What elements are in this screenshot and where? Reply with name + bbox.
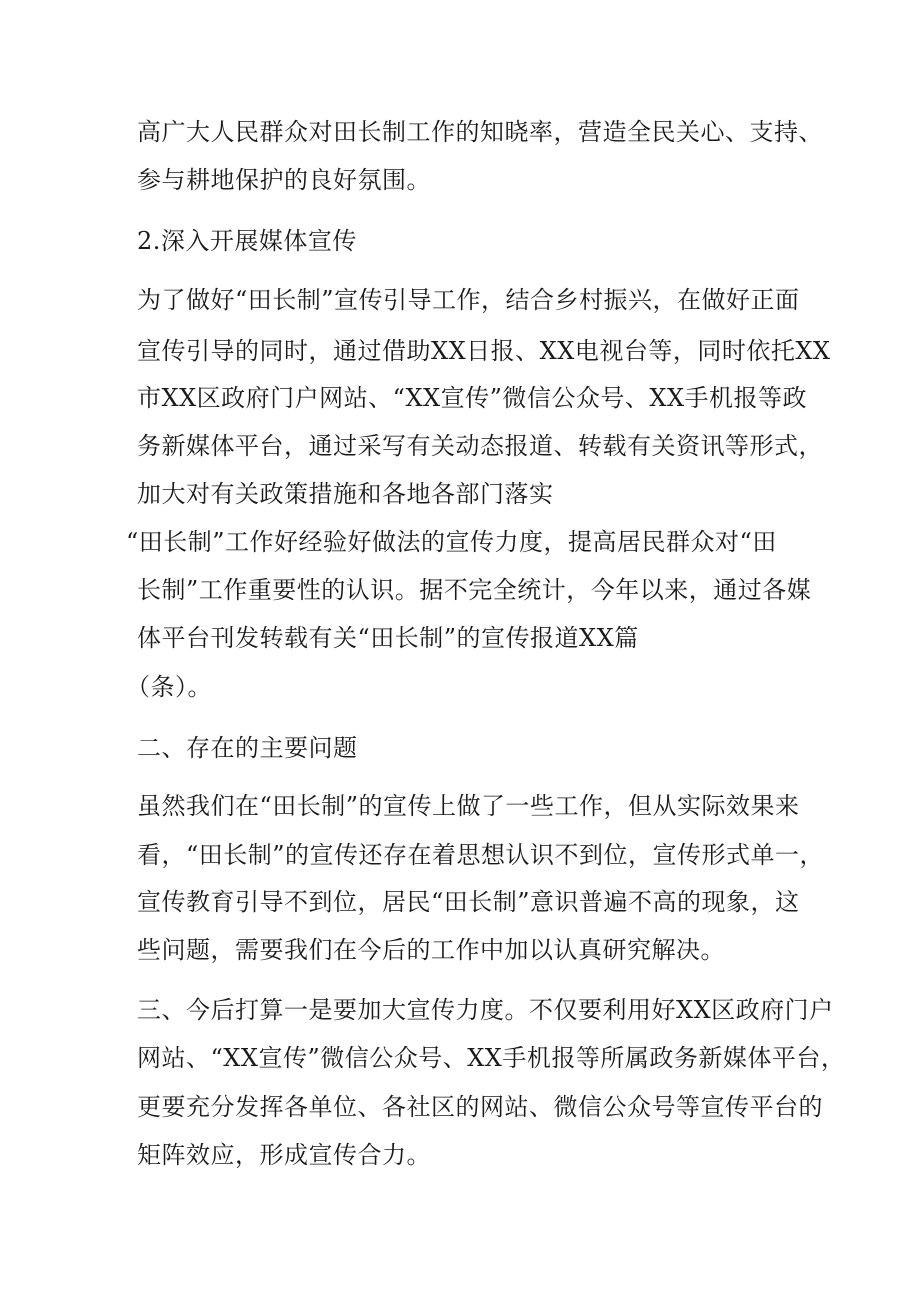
text-line: 参与耕地保护的良好氛围。 bbox=[137, 166, 431, 194]
text-line: 三、今后打算一是要加大宣传力度。不仅要利用好XX区政府门户 bbox=[137, 996, 834, 1024]
text-line: 市XX区政府门户网站、“XX宣传”微信公众号、XX手机报等政 bbox=[137, 384, 808, 412]
section-heading: 2.深入开展媒体宣传 bbox=[137, 227, 357, 255]
text-line: “田长制”工作好经验好做法的宣传力度，提高居民群众对“田 bbox=[126, 528, 777, 556]
text-line: 长制”工作重要性的认识。据不完全统计，今年以来，通过各媒 bbox=[137, 576, 812, 604]
text-line: 更要充分发挥各单位、各社区的网站、微信公众号等宣传平台的 bbox=[137, 1093, 823, 1121]
text-line: 矩阵效应，形成宣传合力。 bbox=[137, 1141, 431, 1169]
text-line: 宣传教育引导不到位，居民“田长制”意识普遍不高的现象，这 bbox=[137, 888, 800, 916]
text-line: 为了做好“田长制”宣传引导工作，结合乡村振兴，在做好正面 bbox=[137, 286, 800, 314]
text-line: 看，“田长制”的宣传还存在着思想认识不到位，宣传形式单一， bbox=[137, 841, 825, 869]
text-line: 务新媒体平台，通过采写有关动态报道、转载有关资讯等形式， bbox=[137, 432, 823, 460]
text-line: 网站、“XX宣传”微信公众号、XX手机报等所属政务新媒体平台， bbox=[137, 1044, 846, 1072]
section-heading: 二、存在的主要问题 bbox=[137, 734, 358, 762]
text-line: 高广大人民群众对田长制工作的知晓率，营造全民关心、支持、 bbox=[137, 118, 823, 146]
text-line: 体平台刊发转载有关“田长制”的宣传报道XX篇 bbox=[137, 624, 639, 652]
text-line: （条）。 bbox=[126, 673, 212, 701]
text-line: 虽然我们在“田长制”的宣传上做了一些工作，但从实际效果来 bbox=[137, 792, 800, 820]
text-line: 加大对有关政策措施和各地各部门落实 bbox=[137, 480, 554, 508]
text-line: 些问题，需要我们在今后的工作中加以认真研究解决。 bbox=[137, 936, 725, 964]
text-line: 宣传引导的同时，通过借助XX日报、XX电视台等，同时依托XX bbox=[137, 337, 831, 365]
